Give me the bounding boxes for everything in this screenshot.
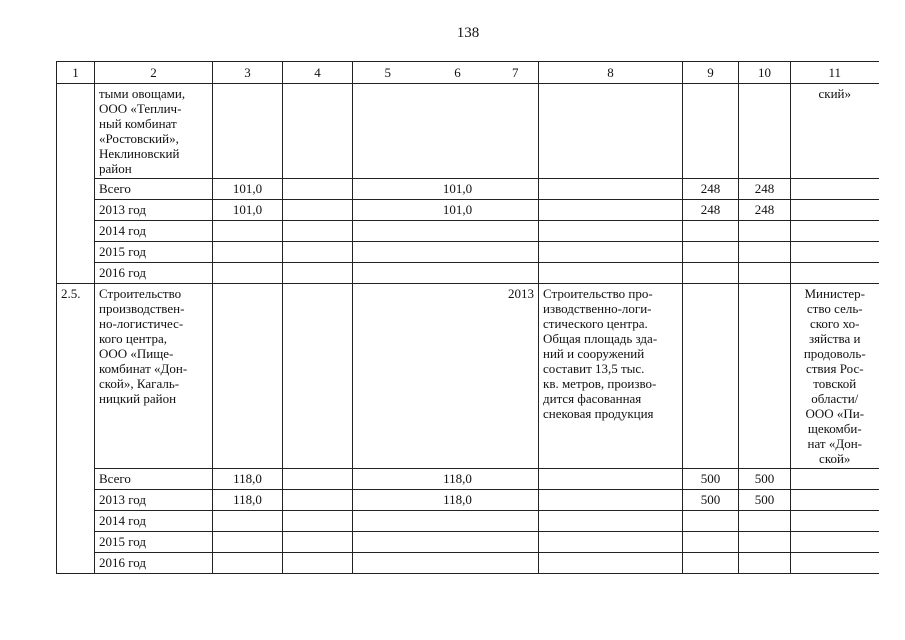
table-row — [57, 490, 879, 511]
cell — [353, 511, 423, 532]
header-col-5: 5 — [353, 62, 423, 84]
col10-value: 500 — [739, 469, 791, 490]
cell — [353, 242, 423, 263]
table-row — [57, 532, 879, 553]
cell — [493, 263, 539, 284]
cell — [493, 242, 539, 263]
text-line: Строительство — [99, 286, 182, 301]
cell — [283, 532, 353, 553]
col3-value: 101,0 — [213, 179, 283, 200]
col6-value: 118,0 — [423, 469, 493, 490]
block2-description — [539, 284, 683, 469]
col3-value — [213, 221, 283, 242]
text-line: но-логистичес- — [99, 316, 184, 331]
col6-value — [423, 221, 493, 242]
header-col-7: 7 — [493, 62, 539, 84]
cell — [791, 553, 879, 574]
col3-value: 118,0 — [213, 469, 283, 490]
cell — [493, 221, 539, 242]
header-col-8: 8 — [539, 62, 683, 84]
text-line: кого центра, — [99, 331, 167, 346]
cell — [539, 242, 683, 263]
cell — [791, 242, 879, 263]
row-label: 2016 год — [95, 553, 213, 574]
col3-value: 118,0 — [213, 490, 283, 511]
text-line: дится фасованная — [543, 391, 642, 406]
row-label: 2013 год — [95, 200, 213, 221]
cell — [539, 179, 683, 200]
row-label: 2015 год — [95, 242, 213, 263]
text-line: «Ростовский», — [99, 131, 179, 146]
col10-value — [739, 221, 791, 242]
col6-value — [423, 242, 493, 263]
block1-index-cell — [57, 84, 95, 284]
text-line: ство сель- — [806, 301, 863, 316]
cell — [791, 490, 879, 511]
cell — [423, 284, 493, 469]
cell — [493, 511, 539, 532]
cell — [283, 553, 353, 574]
text-line: ской», Кагаль- — [99, 376, 180, 391]
col3-value — [213, 263, 283, 284]
row-label: 2015 год — [95, 532, 213, 553]
cell — [539, 221, 683, 242]
col6-value — [423, 532, 493, 553]
col10-value — [739, 532, 791, 553]
cell — [739, 84, 791, 179]
col9-value: 248 — [683, 179, 739, 200]
text-line: ООО «Теплич- — [99, 101, 182, 116]
table-row — [57, 511, 879, 532]
col3-value — [213, 511, 283, 532]
cell — [423, 84, 493, 179]
cell — [353, 284, 423, 469]
col3-value — [213, 242, 283, 263]
col6-value: 101,0 — [423, 200, 493, 221]
cell — [283, 242, 353, 263]
text-line: тыми овощами, — [99, 86, 186, 101]
cell — [539, 490, 683, 511]
col9-value — [683, 532, 739, 553]
cell — [283, 179, 353, 200]
text-line: ООО «Пище- — [99, 346, 174, 361]
cell — [539, 263, 683, 284]
cell — [791, 511, 879, 532]
block2-index: 2.5. — [57, 284, 95, 574]
header-col-11: 11 — [791, 62, 879, 84]
row-label: 2016 год — [95, 263, 213, 284]
text-line: ствия Рос- — [805, 361, 864, 376]
row-label: 2013 год — [95, 490, 213, 511]
cell — [791, 532, 879, 553]
header-col-2: 2 — [95, 62, 213, 84]
text-line: изводственно-логи- — [543, 301, 652, 316]
block2-responsible — [791, 284, 879, 469]
header-col-9: 9 — [683, 62, 739, 84]
cell — [353, 221, 423, 242]
text-line: ний и сооружений — [543, 346, 645, 361]
header-col-4: 4 — [283, 62, 353, 84]
cell — [539, 511, 683, 532]
table-row — [57, 200, 879, 221]
cell — [493, 84, 539, 179]
col6-value — [423, 511, 493, 532]
cell — [539, 200, 683, 221]
cell — [353, 263, 423, 284]
text-line: Неклиновский — [99, 146, 180, 161]
cell — [539, 469, 683, 490]
cell — [353, 553, 423, 574]
cell — [739, 284, 791, 469]
col10-value: 248 — [739, 179, 791, 200]
cell — [283, 221, 353, 242]
text-line: район — [99, 161, 132, 176]
cell — [683, 84, 739, 179]
cell — [683, 284, 739, 469]
cell — [791, 263, 879, 284]
header-col-10: 10 — [739, 62, 791, 84]
cell — [353, 200, 423, 221]
text-line: ского хо- — [809, 316, 860, 331]
col10-value — [739, 553, 791, 574]
cell — [353, 532, 423, 553]
cell — [493, 532, 539, 553]
cell — [791, 179, 879, 200]
col3-value — [213, 553, 283, 574]
text-line: комбинат «Дон- — [99, 361, 188, 376]
text-line: продоволь- — [803, 346, 866, 361]
header-col-6: 6 — [423, 62, 493, 84]
cell — [791, 469, 879, 490]
col10-value: 248 — [739, 200, 791, 221]
cell — [213, 84, 283, 179]
cell — [353, 179, 423, 200]
text-line: Министер- — [804, 286, 865, 301]
row-label: Всего — [95, 469, 213, 490]
text-line: ской» — [819, 451, 851, 466]
text-line: зяйства и — [809, 331, 861, 346]
cell — [791, 221, 879, 242]
cell — [213, 284, 283, 469]
cell — [493, 553, 539, 574]
row-label: 2014 год — [95, 221, 213, 242]
table-row — [57, 553, 879, 574]
cell — [283, 200, 353, 221]
text-line: товской — [813, 376, 857, 391]
text-line: производствен- — [99, 301, 185, 316]
cell — [283, 511, 353, 532]
col6-value — [423, 553, 493, 574]
col10-value — [739, 263, 791, 284]
cell — [493, 490, 539, 511]
text-line: ООО «Пи- — [805, 406, 865, 421]
col10-value: 500 — [739, 490, 791, 511]
cell — [283, 263, 353, 284]
col3-value: 101,0 — [213, 200, 283, 221]
header-row — [57, 62, 879, 84]
cell — [539, 532, 683, 553]
text-line: ницкий район — [99, 391, 177, 406]
row-label: 2014 год — [95, 511, 213, 532]
cell — [353, 469, 423, 490]
block2-project-name — [95, 284, 213, 469]
col6-value: 118,0 — [423, 490, 493, 511]
page-number: 138 — [456, 25, 480, 41]
text-line: составит 13,5 тыс. — [543, 361, 645, 376]
text-line: области/ — [811, 391, 859, 406]
table-row — [57, 263, 879, 284]
col6-value — [423, 263, 493, 284]
table-row — [57, 179, 879, 200]
cell — [353, 490, 423, 511]
col9-value — [683, 221, 739, 242]
col9-value — [683, 511, 739, 532]
budget-table — [56, 61, 879, 574]
text-line: кв. метров, произво- — [543, 376, 657, 391]
col9-value — [683, 242, 739, 263]
row-label: Всего — [95, 179, 213, 200]
col9-value: 248 — [683, 200, 739, 221]
cell — [493, 200, 539, 221]
cell — [493, 179, 539, 200]
col9-value — [683, 553, 739, 574]
block1-project-name — [95, 84, 213, 179]
text-line: Строительство про- — [543, 286, 653, 301]
cell — [283, 469, 353, 490]
table-row — [57, 242, 879, 263]
cell — [493, 469, 539, 490]
text-line: щекомби- — [807, 421, 862, 436]
cell — [791, 200, 879, 221]
col9-value: 500 — [683, 490, 739, 511]
cell — [283, 84, 353, 179]
cell — [539, 84, 683, 179]
block1-responsible — [791, 84, 879, 179]
block2-name-row — [57, 284, 879, 469]
col10-value — [739, 242, 791, 263]
text-line: ский» — [818, 86, 851, 101]
col10-value — [739, 511, 791, 532]
text-line: Общая площадь зда- — [543, 331, 658, 346]
text-line: снековая продукция — [543, 406, 654, 421]
cell — [283, 490, 353, 511]
col6-value: 101,0 — [423, 179, 493, 200]
block2-year: 2013 — [493, 284, 539, 469]
text-line: ный комбинат — [99, 116, 177, 131]
table-row — [57, 469, 879, 490]
header-col-3: 3 — [213, 62, 283, 84]
table-row — [57, 221, 879, 242]
header-col-1: 1 — [57, 62, 95, 84]
cell — [353, 84, 423, 179]
text-line: нат «Дон- — [807, 436, 862, 451]
block1-name-row — [57, 84, 879, 179]
col9-value: 500 — [683, 469, 739, 490]
cell — [539, 553, 683, 574]
cell — [283, 284, 353, 469]
col9-value — [683, 263, 739, 284]
col3-value — [213, 532, 283, 553]
text-line: стического центра. — [543, 316, 648, 331]
